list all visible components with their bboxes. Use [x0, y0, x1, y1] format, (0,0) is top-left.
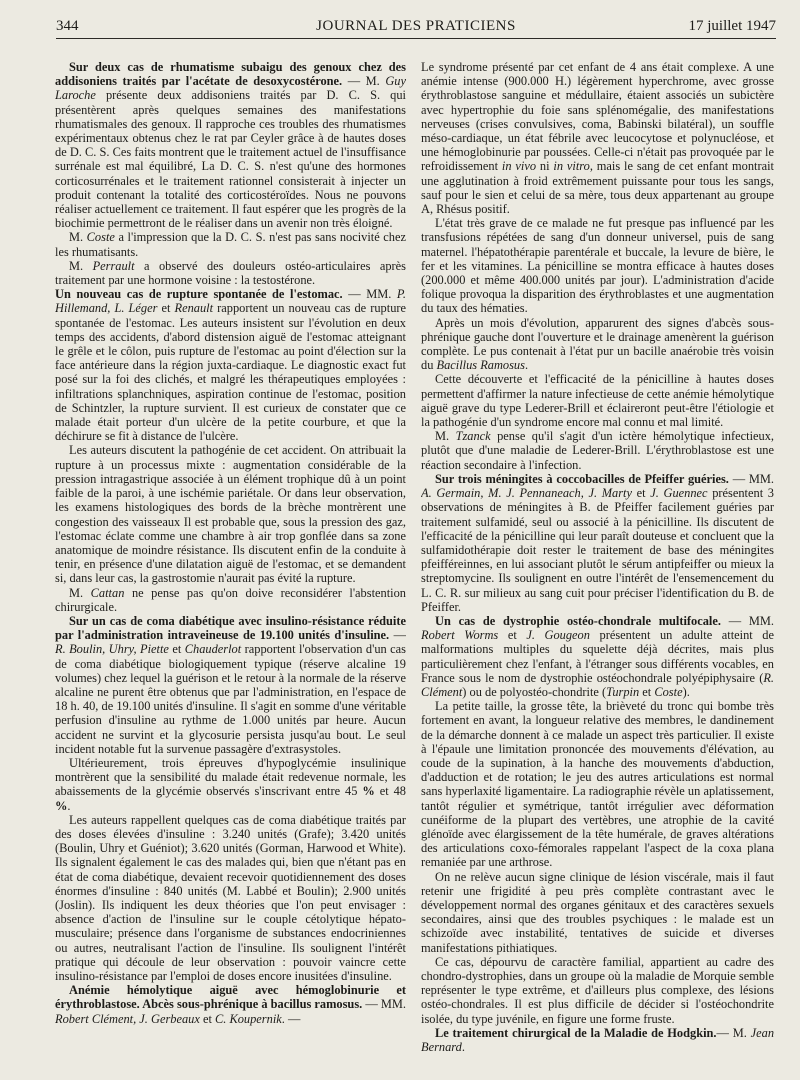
author-name: P. Hillemand, L. Léger: [55, 287, 406, 316]
paragraph: Cette découverte et l'efficacité de la pénicilline à hautes doses permettent d'affirmer la nature infectieuse de cette anémie hémolytique aiguë grave du type Lederer-Brill et éclaireront peut-être l'étiologie et la pathogénie d'un syndrome encore mal connu et mal limité.: [421, 372, 774, 430]
paragraph: Ce cas, dépourvu de caractère familial, appartient au cadre des chondro-dystrophies, dans un groupe où la maladie de Morquie semble représenter le type extrême, et d'ailleurs plus complexe, des lésions ostéo-chondrales. Il est plus difficile de décider si l'ostéochondrite isolée, du type juvénile, en figure une forme fruste.: [421, 954, 774, 1026]
author-name: Jean Bernard: [421, 1025, 774, 1055]
article-hodgkin: Le traitement chirurgical de la Maladie de Hodgkin.— M. Jean Bernard.: [421, 1025, 774, 1055]
latin-term: in vivo: [501, 159, 537, 174]
paragraph: Les auteurs discutent la pathogénie de cet accident. On attribuait la rupture à un processus mixte : augmentation considérable de la pression intragastrique associée à un élément trophique dû à un point faible de la paroi, à une ischémie pariétale. Or dans leur observation, les examens histologiques des bords de la brèche montrèrent une congestion des vaisseaux Il est probable que, sous la pression des gaz, l'estomac éclate comme une chambre à air trop gonflée dans sa zone anatomique de moindre résistance. Ils discutent enfin de la conduite à tenir, en présence d'une dilatation aiguë de l'estomac, et se demandent si, dans leur cas, la gastrostomie n'aurait pas évité la rupture.: [55, 443, 406, 586]
author-name: Perrault: [92, 258, 135, 273]
journal-title: JOURNAL DES PRATICIENS: [316, 18, 516, 34]
author-name: Renault: [174, 301, 214, 316]
paragraph: M. Coste a l'impression que la D. C. S. n'est pas sans nocivité chez les rhumatisants.: [55, 230, 406, 259]
author-name: Coste: [654, 684, 683, 699]
bacterium-name: Bacillus Ramosus: [436, 358, 525, 373]
article-title: Sur deux cas de rhumatisme subaigu des genoux chez des addisoniens traités par l'acétate de desoxycostérone.: [55, 60, 406, 89]
author-name: Cattan: [90, 585, 125, 600]
article-dystrophie: Un cas de dystrophie ostéo-chondrale multifocale. — MM. Robert Worms et J. Gougeon présentent un adulte atteint de malformations multiples du squelette déjà décrites, mais plus particulièrement chez l'enfant, à l'étranger sous différents vocables, en France sous le nom de dystrophie ostéochondrale polyépiphysaire (R. Clément) ou de polyostéo-chondrite (Turpin et Coste).: [421, 613, 774, 699]
article-rupture-estomac: Un nouveau cas de rupture spontanée de l'estomac. — MM. P. Hillemand, L. Léger et Renault rapportent un nouveau cas de rupture spontanée de l'estomac. Les auteurs insistent sur l'évolution en deux temps des accidents, d'abord distension aiguë de l'estomac atteignant le grêle et le côlon, puis rupture de l'estomac au point d'élection sur la face antérieure dans la région juxta-cardiaque. Le diagnostic exact fut posé sur la foi des clichés, et malgré les thérapeutiques employées : infiltrations splanchniques, aspiration continue de l'estomac, position de Schintzler, la rupture survient. Il est curieux de constater que ce malade était porteur d'un ulcère de la petite courbure, et que la déchirure se fit à distance de l'ulcère.: [55, 287, 406, 444]
author-name: J. Guennec: [650, 486, 708, 501]
paragraph: M. Cattan ne pense pas qu'on doive reconsidérer l'abstention chirurgicale.: [55, 585, 406, 614]
paragraph: M. Tzanck pense qu'il s'agit d'un ictère hémolytique infectieux, plutôt que d'une maladie de Lederer-Brill. L'érythroblastose est une réaction secondaire à l'infection.: [421, 429, 774, 472]
author-name: A. Germain, M. J. Pennaneach, J. Marty: [421, 486, 632, 501]
article-title: Anémie hémolytique aiguë avec hémoglobinurie et érythroblastose. Abcès sous-phrénique à bacillus ramosus.: [55, 983, 406, 1012]
page-header: [56, 14, 776, 39]
article-title: Sur un cas de coma diabétique avec insulino-résistance réduite par l'administration intraveineuse de 19.100 unités d'insuline.: [55, 613, 406, 643]
paragraph: Le syndrome présenté par cet enfant de 4 ans était complexe. A une anémie intense (900.000 H.) légèrement hyperchrome, avec grosse érythroblastose sanguine et médullaire, étaient associés un subictère avec hypertrophie du foie sans splénomégalie, des manifestations nerveuses (crises convulsives, coma, Babinski bilatéral), un souffle méso-cardiaque, un état fébrile avec leucocytose et polynucléose, et une hémoglobinurie par poussées. Celle-ci n'était pas provoquée par le refroidissement in vivo ni in vitro, mais le sang de cet enfant montrait une agglutination à froid extrêmement puissante pour tous les sangs, sauf pour le sien et celui de sa mère, tous deux appartenant au groupe A, Rhésus positif.: [421, 60, 774, 217]
paragraph: L'état très grave de ce malade ne fut presque pas influencé par les transfusions répétées de sang d'un donneur universel, puis de sang maternel. l'hépatothérapie parentérale et buccale, la levure de bière, le fer et les vitamines. La pénicilline se montra efficace à hautes doses (200.000 et même 400.000 unités par jour). L'administration d'acide folique provoqua la disparition des érythroblastes et une augmentation du taux des hématies.: [421, 216, 774, 316]
percent-sign: %: [362, 784, 375, 799]
author-name: R. Clément: [421, 670, 774, 699]
page-number: 344: [56, 18, 79, 34]
paragraph: Après un mois d'évolution, apparurent des signes d'abcès sous-phrénique gauche dont l'ouverture et le drainage amenèrent la guérison complète. Le pus contenait à l'état pur un bacille anaérobie très voisin du Bacillus Ramosus.: [421, 315, 774, 373]
author-name: Tzanck: [455, 429, 491, 444]
author-name: J. Gougeon: [526, 628, 590, 643]
right-column: [421, 60, 774, 1070]
article-anemie-hemolytique: Anémie hémolytique aiguë avec hémoglobinurie et érythroblastose. Abcès sous-phrénique à bacillus ramosus. — MM. Robert Clément, J. Gerbeaux et C. Koupernik. —: [55, 983, 406, 1026]
author-name: Turpin: [606, 684, 640, 699]
article-title: Sur trois méningites à coccobacilles de Pfeiffer guéries.: [435, 471, 729, 486]
author-name: Guy Laroche: [55, 74, 406, 103]
author-name: Coste: [86, 230, 115, 245]
article-title: Le traitement chirurgical de la Maladie de Hodgkin.: [435, 1025, 717, 1040]
issue-date: 17 juillet 1947: [688, 18, 776, 34]
author-name: R. Boulin, Uhry, Piette: [55, 642, 169, 657]
author-name: C. Koupernik: [215, 1011, 282, 1026]
left-column: [55, 60, 406, 1070]
paragraph: La petite taille, la grosse tête, la brièveté du tronc qui bombe très fortement en avant, la longueur relative des membres, le dandinement de la démarche donnent à ce malade un aspect très particulier. Il existe à l'épaule une limitation prononcée des mouvements d'élévation, au coude de la supination, à la hanche des mouvements d'abduction, d'adduction et de rotation; le jeu des autres articulations est normal sans hyperlaxité ligamentaire. La radiographie révèle un aplatissement, tantôt régulier et symétrique, tantôt irrégulier avec déformation cunéiforme de la plupart des vertèbres, une atrophie de la cavité glénoïde avec élargissement de la tête humérale, de graves altérations des articulations coxo-fémorales rappelant l'aspect de la coxa plana remaniée par une arthrose.: [421, 699, 774, 870]
paragraph: M. Perrault a observé des douleurs ostéo-articulaires après traitement par une hormone voisine : la testostérone.: [55, 258, 406, 288]
article-rhumatisme: Sur deux cas de rhumatisme subaigu des genoux chez des addisoniens traités par l'acétate de desoxycostérone. — M. Guy Laroche présente deux addisoniens traités par D. C. S. qui présentèrent après quelques semaines des manifestations rhumatismales des genoux. Il rapproche ces troubles des rhumatismes expérimentaux obtenus chez le rat par Ceyler grâce à de hautes doses de D. C. S. Ces faits montrent que le traitement actuel de l'insuffisance surrénale est mal équilibré, La D. C. S. n'est qu'une des hormones corticosurrénales et le traitement rationnel consisterait à injecter un produit contenant la totalité des corticostéroïdes. Nous ne pouvons réaliser actuellement ce traitement. Il faut espérer que les progrès de la biochimie permettront de le réaliser dans un avenir non très éloigné.: [55, 60, 406, 231]
paragraph: On ne relève aucun signe clinique de lésion viscérale, mais il faut retenir une frigidité à peu près complète contrastant avec le développement normal des organes génitaux et des caractères sexuels secondaires, ainsi que des troubles psychiques : le malade est un schizoïde avec instabilité, tentatives de suicide et diverses manifestations pithiatiques.: [421, 869, 774, 955]
author-name: Robert Clément, J. Gerbeaux: [55, 1011, 200, 1026]
paragraph: Ultérieurement, trois épreuves d'hypoglycémie insulinique montrèrent que la sensibilité du malade était redevenue normale, les abaissements de la glycémie observés s'inscrivant entre 45 % et 48 %.: [55, 755, 406, 813]
latin-term: in vitro: [553, 159, 590, 174]
author-name: Chauderlot: [184, 642, 242, 657]
article-meningites: Sur trois méningites à coccobacilles de Pfeiffer guéries. — MM. A. Germain, M. J. Pennaneach, J. Marty et J. Guennec présentent 3 observations de méningites à B. de Pfeiffer facilement guéries par traitement sulfamidé, seul ou associé à la pénicilline. Ils discutent de l'efficacité de la pénicilline qui leur paraît douteuse et concluent que la sulfamidothérapie doit rester le traitement de base des méningites pfeifféreinnes, en lui associant plutôt le sérum antipfeiffer ou mieux la streptomycine. Ils soulignent en outre l'intérêt de l'ensemencement du L. C. R. sur milieux au sang cuit pour préciser l'identification du B. de Pfeiffer.: [421, 471, 774, 614]
percent-sign: %: [55, 798, 68, 813]
paragraph: Les auteurs rappellent quelques cas de coma diabétique traités par des doses élevées d'insuline : 3.240 unités (Grafe); 3.420 unités (Boulin, Uhry et Guéniot); 3.620 unités (Gorman, Harwood et White). Ils signalent également le cas des malades qui, bien que n'étant pas en état de coma diabétique, devaient recevoir quotidiennement des doses énormes d'insuline : 840 unités (M. Labbé et Boulin); 2.900 unités (Joslin). Ils indiquent les deux théories que l'on peut envisager : absence d'action de l'insuline sur le couple cétolytique hépato-musculaire; présence dans l'organisme de substances endocriniennes ou autres, neutralisant l'action de l'insuline. Ils soulignent l'intérêt pratique qui découle de leur observation : pouvoir vaincre cette insulino-résistance par l'emploi de doses encore inusitées d'insuline.: [55, 812, 406, 983]
article-title: Un nouveau cas de rupture spontanée de l'estomac.: [55, 287, 343, 302]
article-title: Un cas de dystrophie ostéo-chondrale multifocale.: [435, 613, 721, 628]
article-coma-diabetique: Sur un cas de coma diabétique avec insulino-résistance réduite par l'administration intraveineuse de 19.100 unités d'insuline. — R. Boulin, Uhry, Piette et Chauderlot rapportent l'observation d'un cas de coma diabétique biologiquement typique (réserve alcaline 19 volumes) chez lequel la guérison et le retour à la normale de la réserve alcaline ne purent être obtenus que par l'administration, en l'espace de 18 h. 40, de 19.100 unités d'insuline. Il s'agit en somme d'une véritable perfusion d'insuline au rythme de 1.000 unités par heure. Aucun accident ne survint et la glycosurie persista jusqu'au bout. Le seul incident notable fut la survenue passagère d'extrasystoles.: [55, 613, 406, 756]
author-name: Robert Worms: [421, 628, 499, 643]
